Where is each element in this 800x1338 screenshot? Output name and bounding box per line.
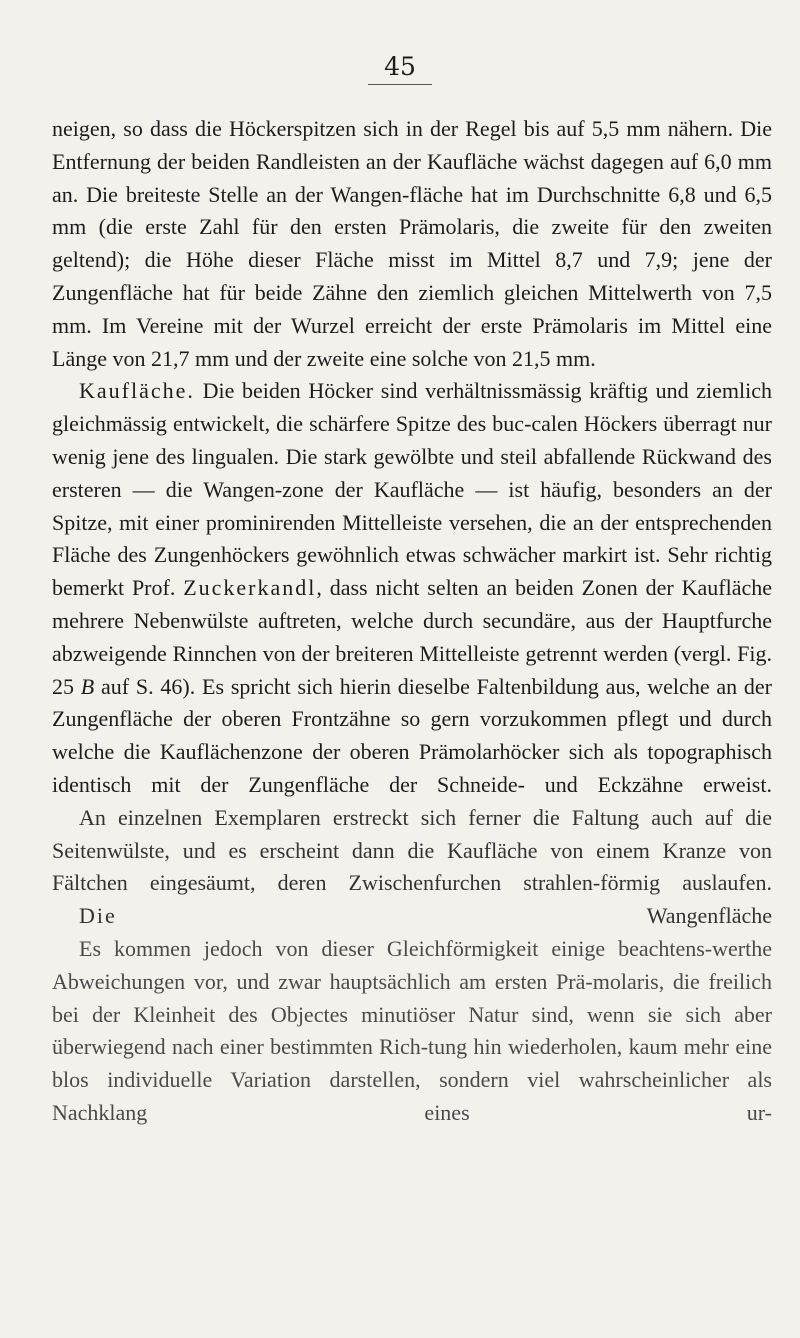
- page-number: 45: [384, 52, 416, 81]
- section-heading-kauflaeche: Kaufläche.: [79, 378, 195, 404]
- paragraph-1-text: neigen, so dass die Höckerspitzen sich in der Regel bis auf 5,5 mm nähern. Die Entfernung der beiden Randleisten an der Kaufläche wächst dagegen auf 6,0 mm an. Die breiteste Stelle an der Wangen-fläche hat im Durchschnitte 6,8 und 6,5 mm (die erste Zahl für den ersten Prämolaris, die zweite für den zweiten geltend); die Höhe dieser Fläche misst im Mittel 8,7 und 7,9; jene der Zungenfläche hat für beide Zähne den ziemlich gleichen Mittelwerth von 7,5 mm. Im Vereine mit der Wurzel erreicht der erste Prämolaris im Mittel eine Länge von 21,7 mm und der zweite eine solche von 21,5 mm.: [52, 116, 772, 371]
- paragraph-2-text-a: Die beiden Höcker sind verhältnissmässig kräftig und ziemlich gleichmässig entwickelt, die schärfere Spitze des buc-calen Höckers überragt nur wenig jene des lingualen. Die stark gewölbte und steil abfallende Rückwand des ersteren — die Wangen-zone der Kaufläche — ist häufig, besonders an der Spitze, mit einer prominirenden Mittelleiste versehen, die an der entsprechenden Fläche des Zungenhöckers gewöhnlich etwas schwächer markirt ist. Sehr richtig bemerkt Prof.: [52, 378, 772, 601]
- paragraph-5-text: Es kommen jedoch von dieser Gleichförmigkeit einige beachtens-werthe Abweichungen vor, und zwar hauptsächlich am ersten Prä-molaris, die freilich bei der Kleinheit des Objectes minutiöser Natur sind, wenn sie sich aber überwiegend nach einer bestimmten Rich-tung hin wiederholen, kaum mehr eine blos individuelle Variation darstellen, sondern viel wahrscheinlicher als Nachklang eines ur-: [52, 935, 772, 1125]
- paragraph-4: [52, 900, 772, 933]
- paragraph-4-text: Wangenfläche: [646, 903, 772, 929]
- paragraph-2-text-c: auf S. 46). Es spricht sich hierin dieselbe Faltenbildung aus, welche an der Zungenfläche der oberen Frontzähne so gern vorzukommen pflegt und durch welche die Kauflächenzone der oberen Prämolarhöcker sich als topographisch identisch mit der Zungenfläche der Schneide- und Eckzähne erweist.: [52, 673, 773, 797]
- paragraph-5: [52, 933, 772, 1130]
- body-text: [52, 113, 772, 1130]
- header-rule: [368, 84, 432, 85]
- figure-label-b: B: [80, 673, 95, 699]
- paragraph-3-text: An einzelnen Exemplaren erstreckt sich ferner die Faltung auch auf die Seitenwülste, und es erscheint dann die Kaufläche von einem Kranze von Fältchen eingesäumt, deren Zwischenfurchen strahlen-förmig auslaufen.: [52, 804, 772, 896]
- paragraph-3: [52, 802, 772, 900]
- author-name-zuckerkandl: Zuckerkandl: [183, 575, 317, 601]
- paragraph-1: [52, 113, 772, 375]
- paragraph-2: [52, 375, 772, 801]
- paragraph-2-text-b: , dass nicht selten an beiden Zonen der Kaufläche mehrere Nebenwülste auftreten, welche durch secundäre, aus der Hauptfurche abzweigende Rinnchen von der breiteren Mittelleiste getrennt werden (vergl. Fig. 25: [52, 575, 772, 699]
- section-heading-wangenflaeche: Die: [79, 903, 647, 929]
